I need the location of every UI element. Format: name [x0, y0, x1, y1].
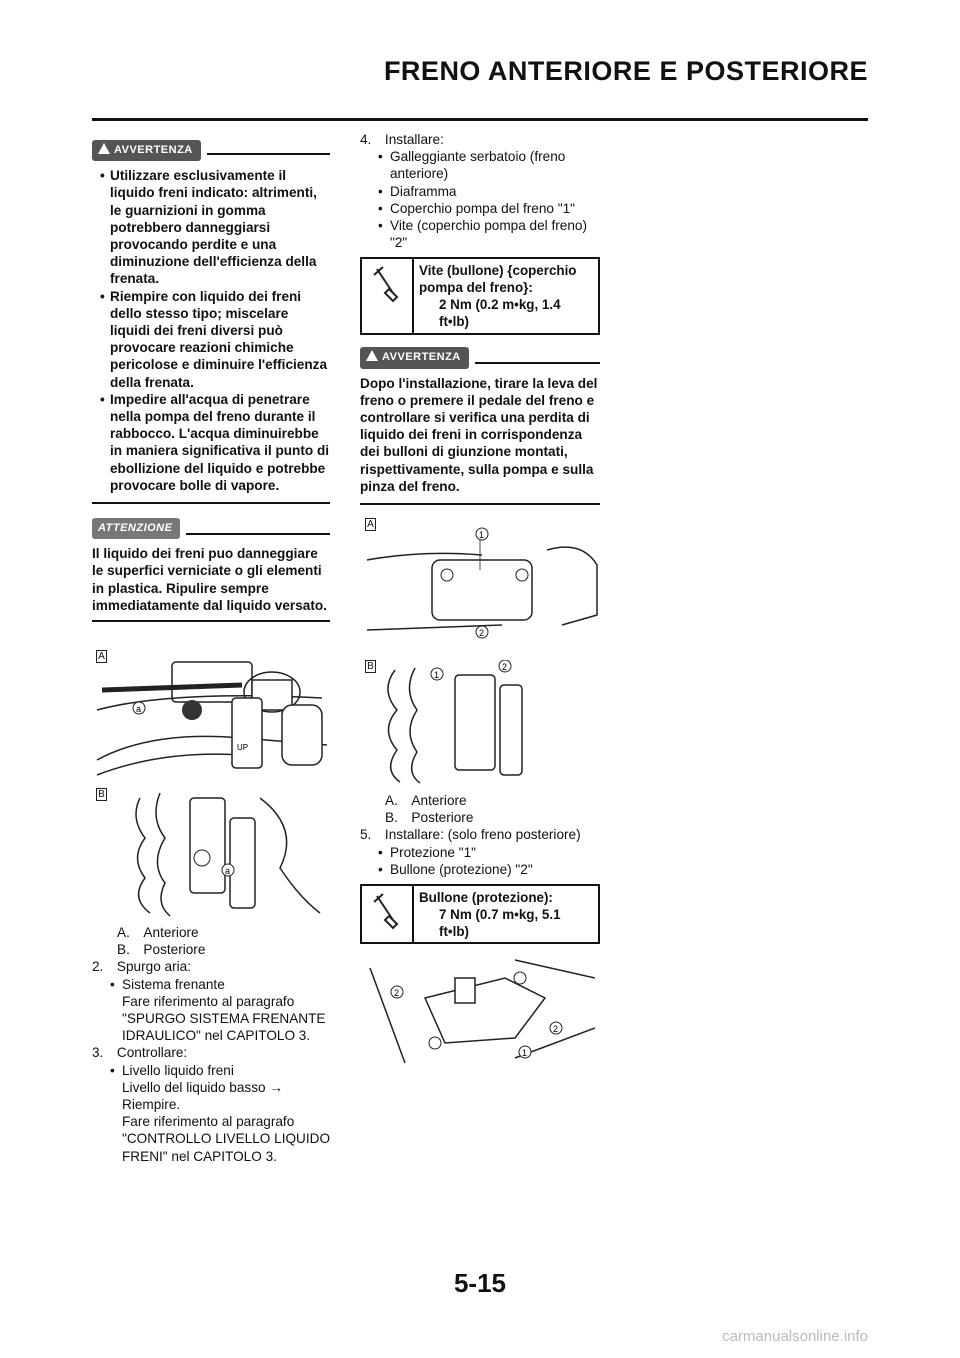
rear-master-cylinder-illustration [120, 788, 330, 918]
caption-b: B. Posteriore [385, 810, 474, 826]
warning-tag: AVVERTENZA [360, 347, 469, 368]
svg-text:1: 1 [479, 530, 485, 540]
list-item: • Galleggiante serbatoio (freno anteriore) [378, 149, 566, 182]
svg-text:2: 2 [394, 988, 400, 998]
caption-a: A. Anteriore [385, 793, 467, 808]
svg-text:UP: UP [237, 743, 249, 752]
caution-header [92, 518, 330, 539]
warning-header-2 [360, 347, 600, 368]
torque-wrench-icon [362, 886, 414, 942]
figure-label-b: B [96, 788, 107, 801]
figure-label-a-right: A [365, 518, 376, 531]
figure-label-b-right: B [365, 660, 376, 673]
list-item: • Livello liquido freni [110, 1062, 234, 1078]
svg-text:1: 1 [434, 670, 440, 680]
right-column-lower [360, 792, 600, 944]
warning-text-2: Dopo l'installazione, tirare la leva del freno o premere il pedale del freno e controllare si verifica una perdita di liquido dei freni in corrispondenza dei bulloni di giunzione montati, rispettivamente, sulla pompa e sulla pinza del freno. [360, 375, 598, 494]
list-item: • Riempire con liquido dei freni dello stesso tipo; miscelare liquidi dei freni diversi può provocare reazioni chimiche pericolose e diminuire l'efficienza della frenata. [100, 288, 328, 390]
torque-box-protection-bolt: Bullone (protezione): 7 Nm (0.7 m•kg, 5.1 ft•lb) [360, 884, 600, 944]
torque-wrench-icon [362, 259, 414, 333]
warning-list [92, 167, 330, 494]
front-master-cylinder-illustration [92, 650, 332, 780]
warning-triangle-icon [366, 350, 378, 361]
left-column [92, 140, 330, 622]
step-2: 2. Spurgo aria: [92, 959, 191, 975]
caution-text: Il liquido dei freni puo danneggiare le superfici verniciate o gli elementi in plastica. Ripulire sempre immediatamente dal liquido versato. [92, 546, 327, 613]
step-3: 3. Controllare: [92, 1045, 188, 1061]
watermark: carmanualsonline.info [722, 1328, 868, 1345]
page-title: FRENO ANTERIORE E POSTERIORE [383, 56, 868, 86]
list-item: • Diaframma [378, 183, 457, 199]
list-item: • Sistema frenante [110, 976, 225, 992]
step-4: 4. Installare: [360, 132, 444, 147]
list-item: • Bullone (protezione) "2" [378, 861, 533, 877]
list-item: • Impedire all'acqua di penetrare nella pompa del freno durante il rabbocco. L'acqua diminuirebbe in maniera significativa il punto di ebollizione del liquido e potrebbe provocare bolle di vapore. [100, 391, 330, 493]
caption-a: A. Anteriore [117, 925, 199, 940]
step-2-reference: Fare riferimento al paragrafo "SPURGO SISTEMA FRENANTE IDRAULICO" nel CAPITOLO 3. [122, 993, 326, 1044]
warning-tag: AVVERTENZA [92, 140, 201, 161]
svg-text:2: 2 [502, 662, 508, 672]
svg-text:a: a [136, 704, 142, 714]
list-item: • Coperchio pompa del freno "1" [378, 200, 575, 216]
svg-text:2: 2 [553, 1024, 559, 1034]
header-rule [92, 118, 868, 121]
warning-header [92, 140, 330, 161]
caution-tag: ATTENZIONE [92, 518, 180, 539]
page-number: 5-15 [453, 1268, 507, 1298]
torque-box-cover-screw: Vite (bullone) {coperchio pompa del freno}: 2 Nm (0.2 m•kg, 1.4 ft•lb) [360, 257, 600, 335]
warning-triangle-icon [98, 143, 110, 154]
front-cover-illustration [362, 520, 600, 645]
step-3-reference: Fare riferimento al paragrafo "CONTROLLO LIVELLO LIQUIDO FRENI" nel CAPITOLO 3. [122, 1114, 331, 1164]
step-3-detail: Livello del liquido basso → Riempire. [122, 1079, 283, 1113]
list-item: • Protezione "1" [378, 844, 476, 860]
list-item: • Vite (coperchio pompa del freno) "2" [378, 218, 587, 251]
rear-cover-illustration [375, 660, 545, 785]
caption-b: B. Posteriore [117, 942, 206, 958]
svg-text:a: a [225, 866, 231, 876]
svg-text:1: 1 [522, 1048, 528, 1058]
svg-text:2: 2 [479, 628, 485, 638]
rear-protection-illustration [365, 958, 595, 1068]
left-column-lower [92, 924, 332, 1165]
list-item: • Utilizzare esclusivamente il liquido freni indicato: altrimenti, le guarnizioni in gomma potrebbero danneggiarsi provocando perdite e una diminuzione dell'efficienza della frenata. [100, 168, 317, 287]
right-column [360, 131, 600, 505]
figure-label-a: A [96, 650, 107, 663]
step-5: 5. Installare: (solo freno posteriore) [360, 827, 581, 843]
